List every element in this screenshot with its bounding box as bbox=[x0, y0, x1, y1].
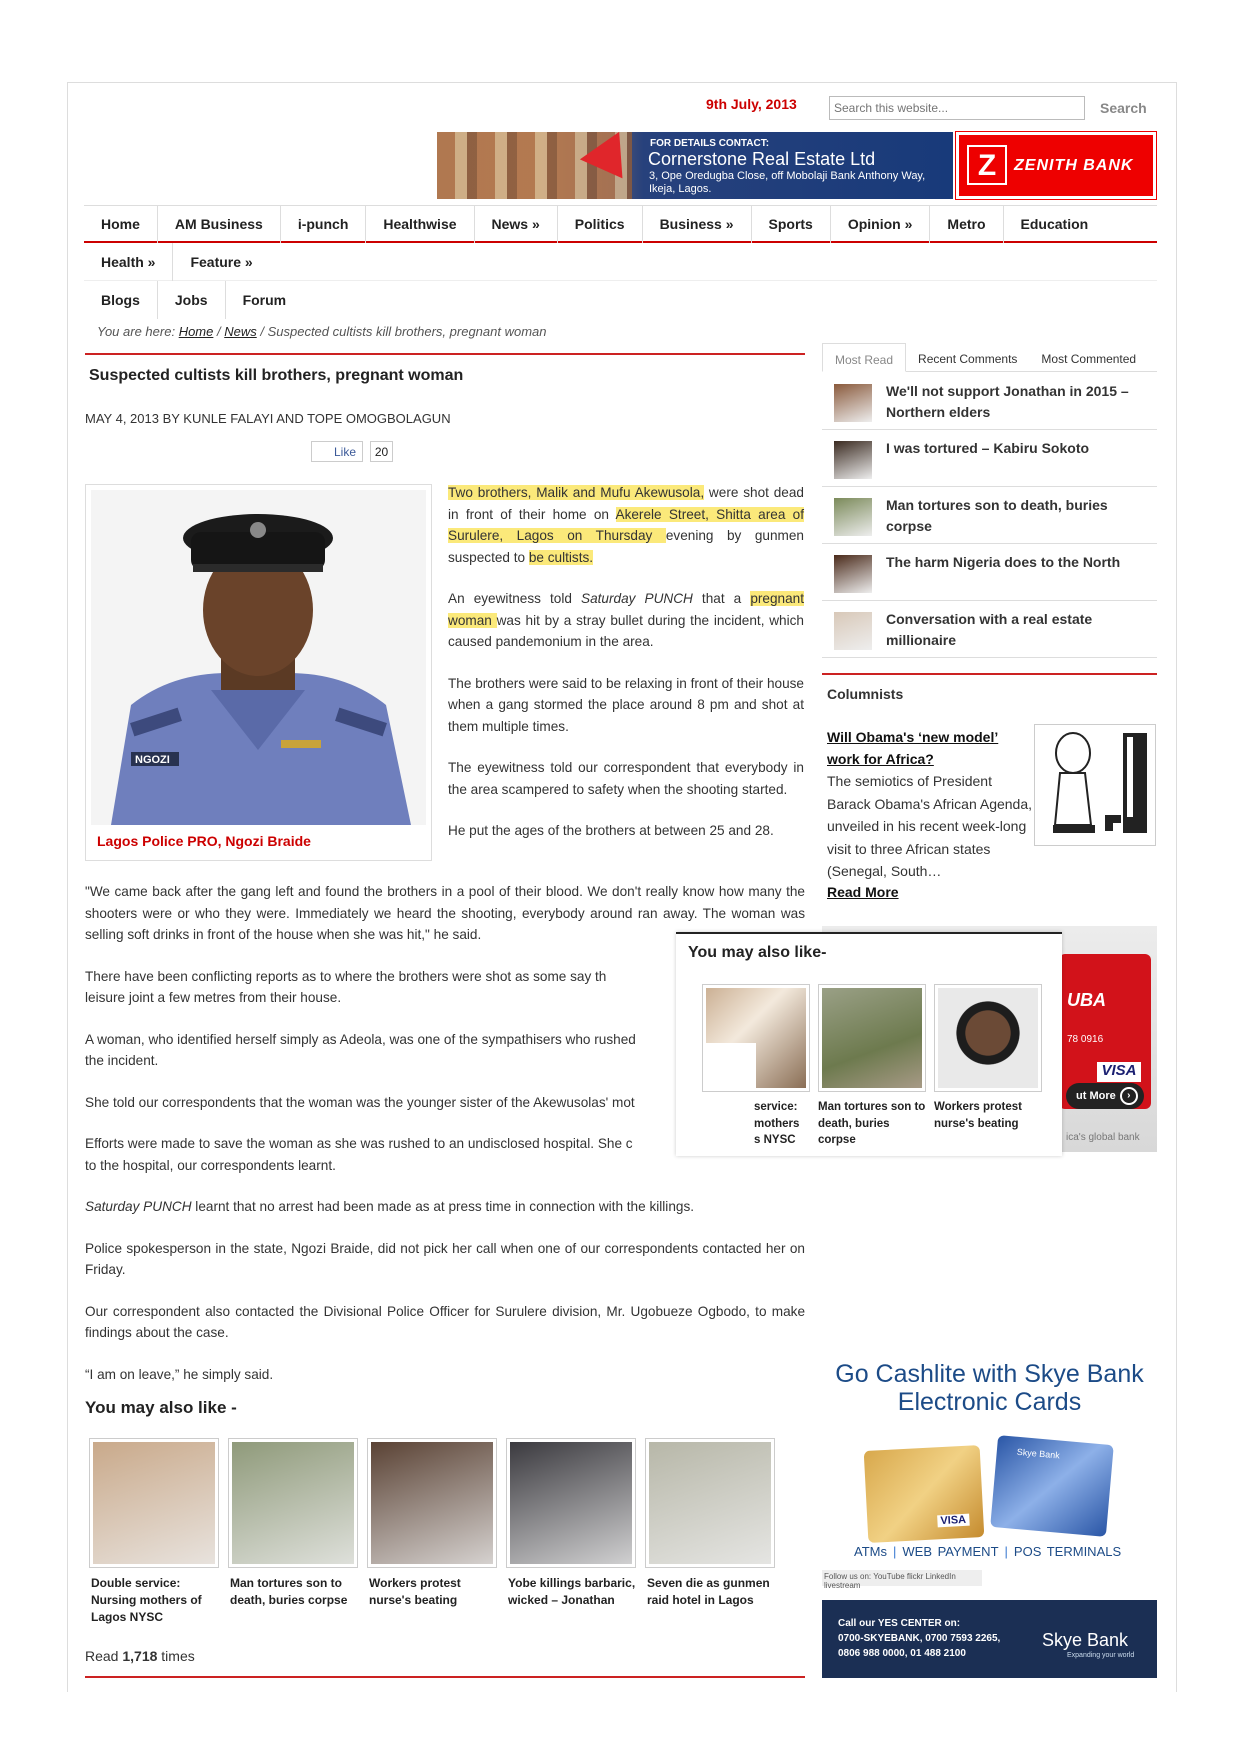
zenith-logo-icon: Z bbox=[967, 145, 1007, 185]
related-thumbnail bbox=[367, 1438, 497, 1568]
thumb-image bbox=[371, 1442, 493, 1564]
nav-item-sports[interactable]: Sports bbox=[752, 205, 831, 243]
paragraph-1 bbox=[448, 482, 804, 568]
most-read-item[interactable] bbox=[822, 601, 1157, 658]
banner-company-name: Cornerstone Real Estate Ltd bbox=[648, 149, 876, 169]
popup-caption: Man tortures son to death, buries corpse bbox=[818, 1101, 926, 1146]
text: was hit by a stray bullet during the incident, which caused pandemonium in the area. bbox=[448, 612, 804, 649]
paragraph-3: The brothers were said to be relaxing in front of their house when a gang stormed the place around 8 pm and shot at them multiple times. bbox=[448, 675, 804, 734]
separator: | bbox=[1004, 1544, 1008, 1559]
most-read-title: The harm Nigeria does to the North bbox=[886, 554, 1121, 570]
paragraph-12: Police spokesperson in the state, Ngozi Braide, did not pick her call when one of our correspondents contacted her on Friday. bbox=[85, 1240, 805, 1277]
popup-thumbnail bbox=[818, 984, 926, 1092]
most-read-title: Conversation with a real estate millionaire bbox=[886, 611, 1093, 648]
publication-name: Saturday PUNCH bbox=[581, 591, 693, 606]
related-article[interactable] bbox=[645, 1438, 775, 1626]
most-read-item[interactable] bbox=[822, 430, 1157, 487]
text: learnt that no arrest had been made as at press time in connection with the killings. bbox=[191, 1199, 695, 1214]
call-info bbox=[838, 1616, 1000, 1661]
service-link: WEB PAYMENT bbox=[902, 1544, 999, 1559]
nav-item-blogs[interactable]: Blogs bbox=[84, 281, 158, 319]
most-read-title: We'll not support Jonathan in 2015 –Northern elders bbox=[886, 383, 1129, 420]
thumb-image bbox=[93, 1442, 215, 1564]
related-caption: Seven die as gunmen raid hotel in Lagos bbox=[647, 1576, 770, 1607]
related-thumbnail bbox=[645, 1438, 775, 1568]
nav-item-i-punch[interactable]: i-punch bbox=[281, 205, 367, 243]
popup-thumbnail bbox=[934, 984, 1042, 1092]
search-button[interactable]: Search bbox=[1100, 100, 1147, 116]
breadcrumb-prefix: You are here: bbox=[97, 324, 176, 339]
skye-services bbox=[854, 1544, 1121, 1559]
most-read-title: I was tortured – Kabiru Sokoto bbox=[886, 440, 1090, 456]
popup-caption: Workers protest nurse's beating bbox=[934, 1101, 1022, 1130]
skye-headline bbox=[822, 1360, 1157, 1416]
nav-item-health[interactable]: Health » bbox=[84, 243, 173, 281]
arrow-right-icon: › bbox=[1120, 1087, 1138, 1105]
related-thumbnail bbox=[228, 1438, 358, 1568]
related-article[interactable] bbox=[506, 1438, 636, 1626]
gold-card bbox=[864, 1445, 985, 1543]
blue-card bbox=[990, 1435, 1114, 1537]
popup-caption bbox=[702, 1099, 810, 1149]
text: that a bbox=[692, 591, 751, 606]
call-line: 0806 988 0000, 01 488 2100 bbox=[838, 1648, 966, 1659]
caption-line: service: bbox=[754, 1101, 798, 1113]
breadcrumb: You are here: Home / News / Suspected cultists kill brothers, pregnant woman bbox=[97, 324, 547, 339]
caption-line: s NYSC bbox=[754, 1134, 796, 1146]
banner-contact-label: FOR DETAILS CONTACT: bbox=[650, 138, 770, 149]
related-caption: Yobe killings barbaric, wicked – Jonathan bbox=[508, 1576, 636, 1607]
article-body-column bbox=[448, 482, 804, 862]
most-read-thumbnail bbox=[834, 441, 872, 479]
tab-most-read[interactable]: Most Read bbox=[822, 343, 906, 372]
popup-item[interactable] bbox=[818, 984, 926, 1149]
skye-call-center bbox=[822, 1600, 1157, 1678]
highlight: Akerele Street, Shitta area of Surulere, Lagos on Thursday bbox=[448, 506, 804, 543]
most-read-list bbox=[822, 373, 1157, 658]
nav-item-healthwise[interactable]: Healthwise bbox=[366, 205, 474, 243]
most-read-thumbnail bbox=[834, 612, 872, 650]
breadcrumb-news-link[interactable]: News bbox=[224, 324, 257, 339]
text: Efforts were made to save the woman as she was rushed to an undisclosed hospital. She c bbox=[85, 1136, 633, 1151]
text: There have been conflicting reports as to where the brothers were shot as some say th bbox=[85, 968, 607, 984]
title-divider bbox=[85, 353, 805, 355]
thumb-image bbox=[649, 1442, 771, 1564]
columnists-heading: Columnists bbox=[827, 686, 904, 702]
highlight: pregnant woman bbox=[448, 591, 804, 628]
nav-item-metro[interactable]: Metro bbox=[930, 205, 1003, 243]
read-prefix: Read bbox=[85, 1648, 119, 1664]
popup-grid bbox=[702, 984, 1042, 1149]
nav-item-home[interactable]: Home bbox=[84, 205, 158, 243]
paragraph-5: He put the ages of the brothers at between 25 and 28. bbox=[448, 823, 774, 838]
obama-cartoon bbox=[1034, 724, 1156, 846]
read-more-link[interactable]: Read More bbox=[827, 884, 899, 900]
related-article[interactable] bbox=[89, 1438, 219, 1626]
banner-address: 3, Ope Oredugba Close, off Mobolaji Bank Anthony Way, Ikeja, Lagos. bbox=[649, 170, 926, 195]
article-photo-figure bbox=[85, 484, 432, 861]
sidebar-divider bbox=[822, 673, 1157, 675]
most-read-thumbnail bbox=[834, 498, 872, 536]
tab-recent-comments[interactable]: Recent Comments bbox=[918, 352, 1018, 366]
zenith-bank-ad[interactable] bbox=[956, 132, 1156, 199]
skye-brand: Skye Bank bbox=[1042, 1630, 1129, 1650]
skye-social-bar: Follow us on: YouTube flickr LinkedIn livestream bbox=[822, 1570, 982, 1586]
cornerstone-banner-ad[interactable] bbox=[437, 132, 953, 199]
headline-line: Go Cashlite with Skye Bank bbox=[835, 1360, 1144, 1388]
nav-item-politics[interactable]: Politics bbox=[558, 205, 643, 243]
paragraph-13: Our correspondent also contacted the Divisional Police Officer for Surulere division, Mr. Ugobueze Ogbodo, to make findings about the case. bbox=[85, 1303, 805, 1340]
headline-line: Electronic Cards bbox=[897, 1388, 1082, 1416]
you-may-also-like-popup bbox=[676, 932, 1062, 1156]
photo-caption: Lagos Police PRO, Ngozi Braide bbox=[97, 833, 311, 849]
sidebar-tabs bbox=[822, 343, 1157, 372]
related-caption: Man tortures son to death, buries corpse bbox=[230, 1576, 348, 1607]
read-count bbox=[85, 1648, 195, 1664]
skye-bank-ad[interactable] bbox=[822, 1360, 1157, 1680]
thumb-image bbox=[510, 1442, 632, 1564]
call-line: Call our YES CENTER on: bbox=[838, 1618, 961, 1629]
breadcrumb-current: Suspected cultists kill brothers, pregnant woman bbox=[267, 324, 547, 339]
service-link: POS TERMINALS bbox=[1013, 1544, 1122, 1559]
article-byline: MAY 4, 2013 BY KUNLE FALAYI AND TOPE OMOGBOLAGUN bbox=[85, 411, 451, 426]
paragraph-11 bbox=[85, 1196, 805, 1218]
nav-item-education[interactable]: Education bbox=[1020, 215, 1089, 232]
thumb-image bbox=[232, 1442, 354, 1564]
related-article[interactable] bbox=[228, 1438, 358, 1626]
text: to the hospital, our correspondents learnt. bbox=[85, 1157, 336, 1173]
related-caption: Double service: Nursing mothers of Lagos NYSC bbox=[91, 1576, 202, 1624]
highlight: be cultists. bbox=[528, 549, 594, 565]
current-date: 9th July, 2013 bbox=[706, 96, 797, 112]
thumb-image bbox=[938, 988, 1038, 1088]
nav-item-opinion[interactable]: Opinion » bbox=[831, 205, 931, 243]
visa-logo: VISA bbox=[1097, 1062, 1141, 1082]
most-read-item[interactable] bbox=[822, 373, 1157, 430]
text: evening by gunmen suspected to bbox=[448, 528, 804, 565]
article-photo bbox=[91, 490, 426, 825]
most-read-title: Man tortures son to death, buries corpse bbox=[886, 497, 1108, 534]
paragraph-6: "We came back after the gang left and found the brothers in a pool of their blood. We don't really know how many the shooters were or who they were. Immediately we heard the shooting, everybody around ran away. The woman was selling soft drinks in front of the house when she was hit," he said. bbox=[85, 884, 805, 942]
nav-item-feature[interactable]: Feature » bbox=[190, 253, 253, 270]
columnist-excerpt: The semiotics of President Barack Obama's African Agenda, unveiled in his recent week-long visit to three African states (Senegal, South… bbox=[827, 773, 1033, 879]
paragraph-14: “I am on leave,” he simply said. bbox=[85, 1366, 274, 1382]
most-read-item[interactable] bbox=[822, 544, 1157, 601]
nav-item-jobs[interactable]: Jobs bbox=[158, 281, 226, 319]
caption-line: mothers bbox=[754, 1117, 800, 1130]
main-nav bbox=[84, 205, 1157, 319]
popup-item[interactable] bbox=[702, 984, 810, 1149]
popup-thumbnail bbox=[702, 984, 810, 1092]
call-line: 0700-SKYEBANK, 0700 7593 2265, bbox=[838, 1633, 1001, 1644]
related-thumbnail bbox=[506, 1438, 636, 1568]
paragraph-4: The eyewitness told our correspondent that everybody in the area scampered to safety when the shooting started. bbox=[448, 760, 804, 797]
nav-item-forum[interactable]: Forum bbox=[242, 292, 287, 308]
publication-name: Saturday PUNCH bbox=[85, 1199, 192, 1214]
most-read-thumbnail bbox=[834, 555, 872, 593]
most-read-thumbnail bbox=[834, 384, 872, 422]
paragraph-9: She told our correspondents that the woman was the younger sister of the Akewusolas' mot bbox=[85, 1094, 635, 1110]
nav-item-am-business[interactable]: AM Business bbox=[158, 205, 281, 243]
cta-label: ut More bbox=[1076, 1090, 1116, 1102]
uba-logo: UBA bbox=[1067, 990, 1106, 1010]
nav-item-business[interactable]: Business » bbox=[643, 205, 752, 243]
columnist-article-link[interactable]: Will Obama's ‘new model’ work for Africa? bbox=[827, 729, 999, 767]
cartoon-illustration bbox=[1035, 725, 1155, 845]
footer-divider bbox=[85, 1676, 805, 1678]
separator: | bbox=[892, 1544, 897, 1559]
read-suffix: times bbox=[161, 1648, 195, 1664]
read-count-number: 1,718 bbox=[122, 1648, 158, 1664]
thumb-image bbox=[706, 988, 806, 1088]
related-articles-grid bbox=[89, 1438, 775, 1626]
service-link: ATMs bbox=[854, 1544, 887, 1559]
highlight: Two brothers, Malik and Mufu Akewusola, bbox=[448, 485, 705, 500]
nav-row-2 bbox=[84, 243, 1157, 281]
facebook-like-button[interactable]: Like bbox=[311, 441, 363, 462]
nav-item-news[interactable]: News » bbox=[475, 205, 558, 243]
text: leisure joint a few metres from their house. bbox=[85, 990, 342, 1005]
uba-tagline: ica's global bank bbox=[1066, 1132, 1140, 1143]
most-read-item[interactable] bbox=[822, 487, 1157, 544]
card-brand: Skye Bank bbox=[1016, 1446, 1061, 1461]
related-caption: Workers protest nurse's beating bbox=[369, 1576, 461, 1607]
thumb-image bbox=[822, 988, 922, 1088]
svg-text:NGOZI: NGOZI bbox=[135, 754, 170, 766]
article-title: Suspected cultists kill brothers, pregnant woman bbox=[89, 367, 464, 384]
paragraph-2 bbox=[448, 588, 804, 653]
text: A woman, who identified herself simply as Adeola, was one of the sympathisers who rushed bbox=[85, 1031, 636, 1047]
tab-most-commented[interactable]: Most Commented bbox=[1041, 352, 1137, 366]
text: An eyewitness told bbox=[448, 591, 582, 606]
search-input[interactable] bbox=[829, 96, 1085, 120]
popup-item[interactable] bbox=[934, 984, 1042, 1149]
related-article[interactable] bbox=[367, 1438, 497, 1626]
nav-row-1 bbox=[84, 205, 1157, 243]
zenith-name: ZENITH BANK bbox=[1014, 157, 1134, 174]
popup-title: You may also like- bbox=[688, 944, 827, 961]
text: the incident. bbox=[85, 1053, 159, 1068]
you-may-also-like-title: You may also like - bbox=[85, 1398, 237, 1417]
uba-find-out-more-button[interactable] bbox=[1066, 1083, 1144, 1109]
nav-row-3 bbox=[84, 281, 1157, 319]
card-digits: 78 0916 bbox=[1067, 1034, 1104, 1045]
visa-logo: VISA bbox=[937, 1514, 969, 1528]
text: were shot dead in front of their home on bbox=[448, 485, 804, 522]
like-count: 20 bbox=[370, 441, 393, 462]
skye-tagline: Expanding your world bbox=[1067, 1652, 1135, 1659]
related-thumbnail bbox=[89, 1438, 219, 1568]
police-officer-illustration bbox=[91, 490, 426, 825]
breadcrumb-home-link[interactable]: Home bbox=[178, 324, 214, 339]
